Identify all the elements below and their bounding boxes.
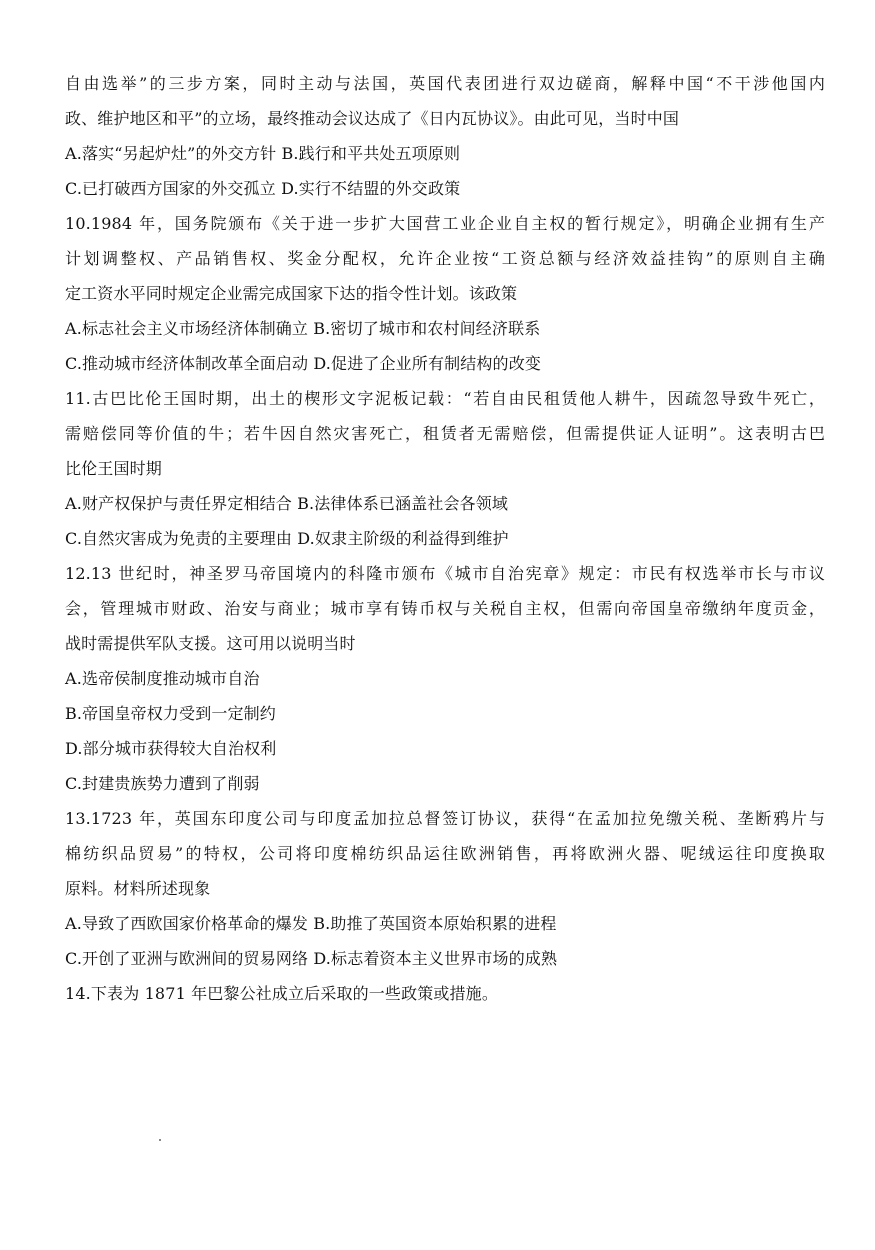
text-line: 会，管理城市财政、治安与商业；城市享有铸币权与关税自主权，但需向帝国皇帝缴纳年度贡金，: [65, 599, 825, 618]
question-14-stem: 14.下表为 1871 年巴黎公社成立后采取的一些政策或措施。: [65, 984, 498, 1003]
text-line: 政、维护地区和平”的立场，最终推动会议达成了《日内瓦协议》。由此可见，当时中国: [65, 109, 680, 128]
question-text-block: [65, 66, 825, 1011]
option-line: C.已打破西方国家的外交孤立 D.实行不结盟的外交政策: [65, 179, 461, 198]
option-line: A.标志社会主义市场经济体制确立 B.密切了城市和农村间经济联系: [65, 319, 541, 338]
option-line: B.帝国皇帝权力受到一定制约: [65, 704, 276, 723]
text-line: 计划调整权、产品销售权、奖金分配权，允许企业按“工资总额与经济效益挂钩”的原则自主确: [65, 249, 825, 268]
option-line: C.开创了亚洲与欧洲间的贸易网络 D.标志着资本主义世界市场的成熟: [65, 949, 558, 968]
question-12-stem: 12.13 世纪时，神圣罗马帝国境内的科隆市颁布《城市自治宪章》规定：市民有权选举市长与市议: [65, 564, 825, 583]
text-line: 定工资水平同时规定企业需完成国家下达的指令性计划。该政策: [65, 284, 518, 303]
option-line: A.财产权保护与责任界定相结合 B.法律体系已涵盖社会各领域: [65, 494, 509, 513]
text-line: 比伦王国时期: [65, 459, 162, 478]
page-dot-mark: [159, 1139, 161, 1141]
text-line: 自由选举”的三步方案，同时主动与法国，英国代表团进行双边磋商，解释中国“不干涉他国内: [65, 74, 825, 93]
option-line: A.落实“另起炉灶”的外交方针 B.践行和平共处五项原则: [65, 144, 461, 163]
text-line: 棉纺织品贸易”的特权，公司将印度棉纺织品运往欧洲销售，再将欧洲火器、呢绒运往印度换取: [65, 844, 825, 863]
question-10-stem: 10.1984 年，国务院颁布《关于进一步扩大国营工业企业自主权的暂行规定》，明确企业拥有生产: [65, 214, 825, 233]
text-line: 需赔偿同等价值的牛；若牛因自然灾害死亡，租赁者无需赔偿，但需提供证人证明”。这表明古巴: [65, 424, 825, 443]
question-13-stem: 13.1723 年，英国东印度公司与印度孟加拉总督签订协议，获得“在孟加拉免缴关税、垄断鸦片与: [65, 809, 825, 828]
option-line: A.选帝侯制度推动城市自治: [65, 669, 260, 688]
option-line: C.封建贵族势力遭到了削弱: [65, 774, 260, 793]
text-line: 原料。材料所述现象: [65, 879, 211, 898]
option-line: D.部分城市获得较大自治权利: [65, 739, 277, 758]
option-line: C.自然灾害成为免责的主要理由 D.奴隶主阶级的利益得到维护: [65, 529, 509, 548]
question-11-stem: 11.古巴比伦王国时期，出土的楔形文字泥板记载：“若自由民租赁他人耕牛，因疏忽导致牛死亡，: [65, 389, 825, 408]
option-line: A.导致了西欧国家价格革命的爆发 B.助推了英国资本原始积累的进程: [65, 914, 557, 933]
text-line: 战时需提供军队支援。这可用以说明当时: [65, 634, 356, 653]
option-line: C.推动城市经济体制改革全面启动 D.促进了企业所有制结构的改变: [65, 354, 541, 373]
